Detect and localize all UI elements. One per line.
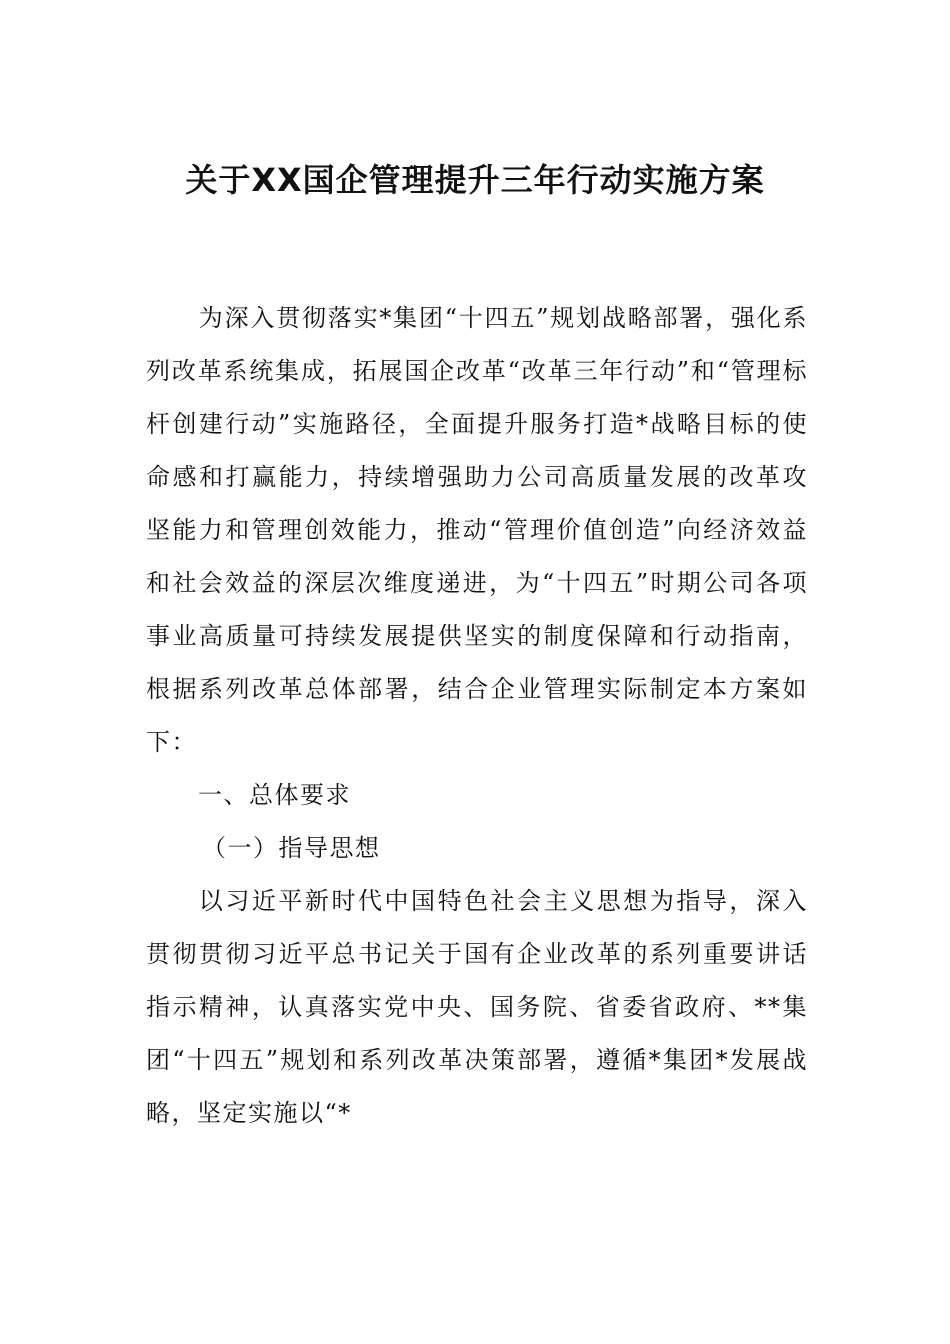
intro-paragraph: 为深入贯彻落实*集团“十四五”规划战略部署，强化系列改革系统集成，拓展国企改革“改革三年行动”和“管理标杆创建行动”实施路径，全面提升服务打造*战略目标的使命感和打赢能力，持续增强助力公司高质量发展的改革攻坚能力和管理创效能力，推动“管理价值创造”向经济效益和社会效益的深层次维度递进，为“十四五”时期公司各项事业高质量可持续发展提供坚实的制度保障和行动指南，根据系列改革总体部署，结合企业管理实际制定本方案如下： bbox=[146, 304, 808, 756]
section-heading: 一、总体要求 bbox=[198, 781, 351, 809]
subsection-heading: （一）指导思想 bbox=[202, 834, 381, 862]
document-body bbox=[146, 292, 808, 1140]
guiding-ideology-paragraph: 以习近平新时代中国特色社会主义思想为指导，深入贯彻贯彻习近平总书记关于国有企业改革的系列重要讲话指示精神，认真落实党中央、国务院、省委省政府、**集团“十四五”规划和系列改革决策部署，遵循*集团*发展战略，坚定实施以“* bbox=[146, 887, 808, 1127]
document-title: 关于XX国企管理提升三年行动实施方案 bbox=[185, 161, 765, 199]
